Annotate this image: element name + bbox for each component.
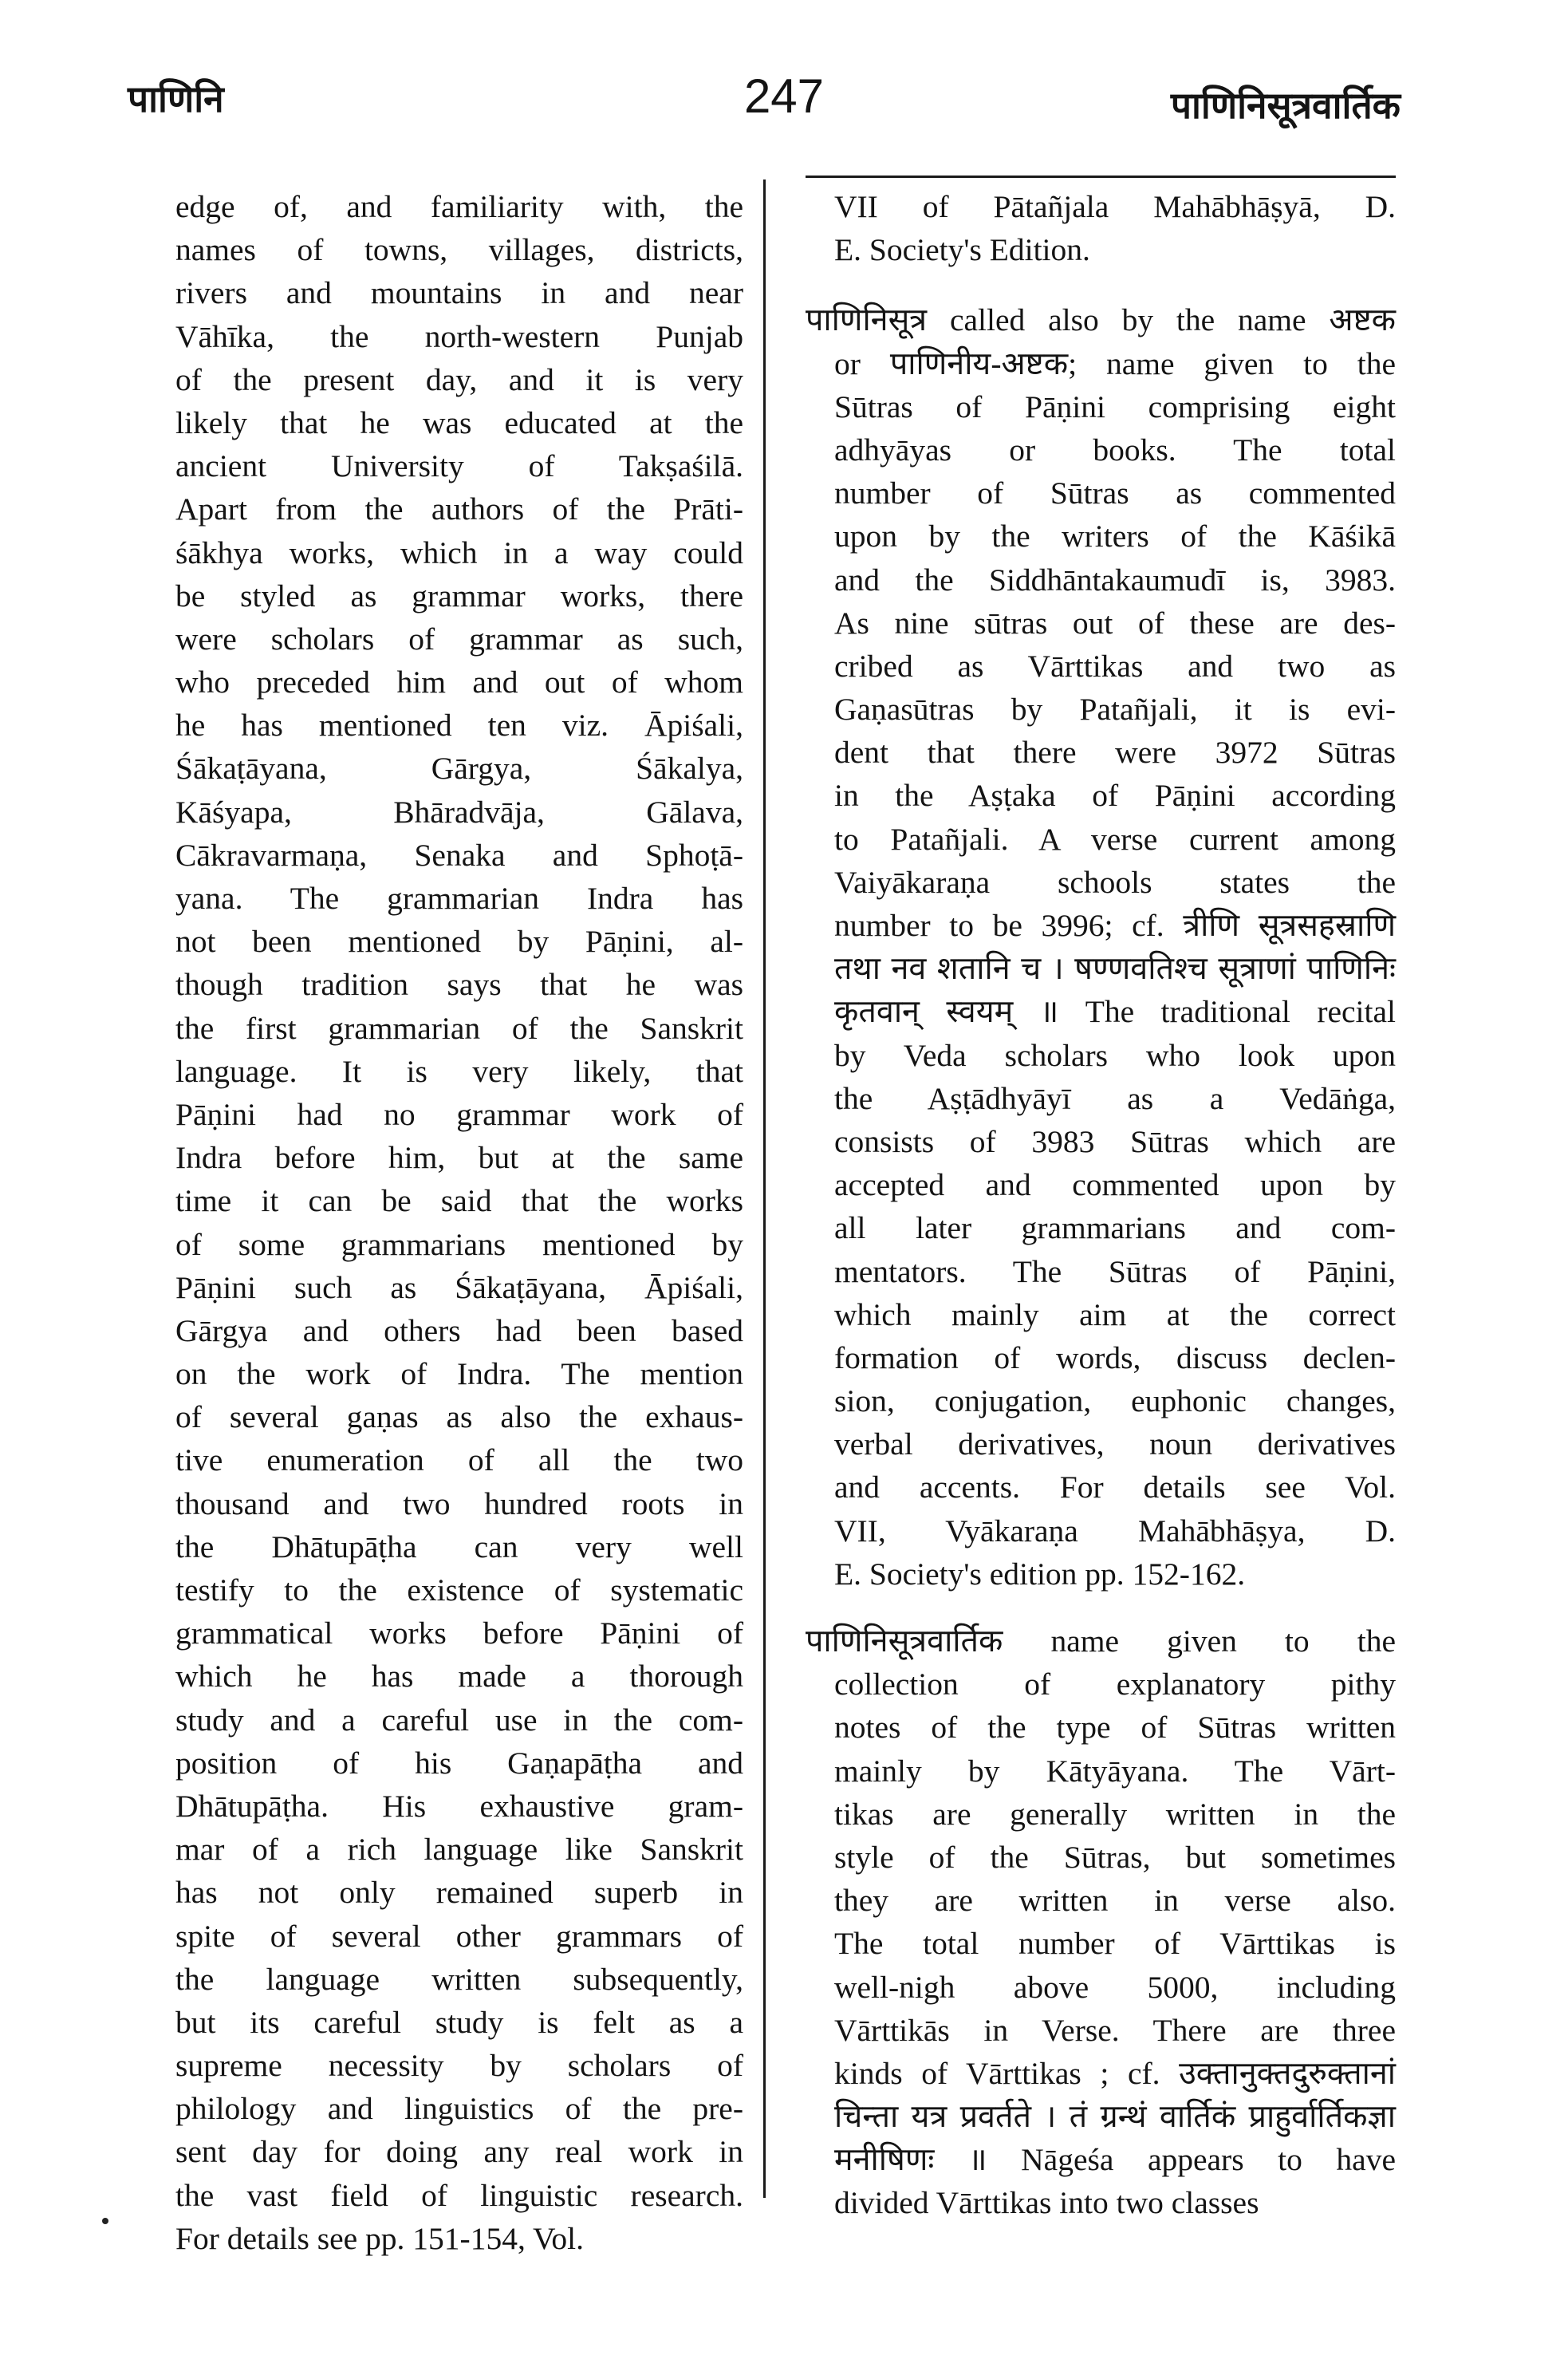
text-line: Cākravarmaṇa, Senaka and Sphoṭā- [175,837,743,873]
text-line: Sūtras of Pāṇini comprising eight [834,389,1396,424]
text-line: number to be 3996; cf. त्रीणि सूत्रसहस्राणि [834,908,1396,943]
text-line: As nine sūtras out of these are des- [834,605,1396,641]
text-line: Apart from the authors of the Prāti- [175,491,743,527]
entry-panini-sutra [806,298,1396,1596]
text-line: consists of 3983 Sūtras which are [834,1123,1396,1159]
text-line: mentators. The Sūtras of Pāṇini, [834,1253,1396,1289]
text-line: and accents. For details see Vol. [834,1469,1396,1505]
text-line: though tradition says that he was [175,967,743,1003]
left-column [175,185,743,2260]
continuation-text [806,185,1396,271]
text-line: but its careful study is felt as a [175,2004,743,2040]
text-line: well-nigh above 5000, including [834,1969,1396,2005]
text-line: the Dhātupāṭha can very well [175,1529,743,1564]
text-line: mar of a rich language like Sanskrit [175,1832,743,1868]
running-head-left: पाणिनि [128,77,224,120]
text-line: sent day for doing any real work in [175,2134,743,2170]
text-line: position of his Gaṇapāṭha and [175,1745,743,1781]
text-line: The total number of Vārttikas is [834,1926,1396,1962]
text-line: which he has made a thorough [175,1659,743,1694]
right-column [806,185,1396,2225]
text-line: testify to the existence of systematic [175,1572,743,1608]
text-line: in the Aṣṭaka of Pāṇini according [834,778,1396,814]
text-line: E. Society's Edition. [834,232,1090,268]
text-line: notes of the type of Sūtras written [834,1710,1396,1746]
text-line: Indra before him, but at the same [175,1140,743,1176]
text-line: चिन्ता यत्र प्रवर्तते । तं ग्रन्थं वार्तिकं प्राहुर्वार्तिकज्ञा [834,2099,1396,2135]
text-line: VII, Vyākaraṇa Mahābhāṣya, D. [834,1513,1396,1548]
text-line: E. Society's edition pp. 152-162. [834,1556,1246,1592]
text-line: yana. The grammarian Indra has [175,881,743,916]
text-line: sion, conjugation, euphonic changes, [834,1383,1396,1419]
text-line: supreme necessity by scholars of [175,2048,743,2084]
text-line: कृतवान् स्वयम् ॥ The traditional recital [834,994,1396,1030]
text-line: has not only remained superb in [175,1875,743,1911]
text-line: and the Siddhāntakaumudī is, 3983. [834,562,1396,598]
text-line: Pāṇini such as Śākaṭāyana, Āpiśali, [175,1269,743,1305]
page-header [0,0,1568,136]
text-line: Kāśyapa, Bhāradvāja, Gālava, [175,794,743,830]
text-line: on the work of Indra. The mention [175,1356,743,1392]
text-line: grammatical works before Pāṇini of [175,1615,743,1651]
text-line: mainly by Kātyāyana. The Vārt- [834,1753,1396,1789]
text-line: number of Sūtras as commented [834,475,1396,511]
text-line: adhyāyas or books. The total [834,432,1396,467]
entry-panini-sutra-varttika [806,1619,1396,2225]
text-line: tive enumeration of all the two [175,1442,743,1478]
text-line: philology and linguistics of the pre- [175,2091,743,2127]
text-line: Vāhīka, the north-western Punjab [175,318,743,354]
text-line: For details see pp. 151-154, Vol. [175,2220,585,2256]
text-line: not been mentioned by Pāṇini, al- [175,924,743,960]
text-line: the Aṣṭādhyāyī as a Vedāṅga, [834,1080,1396,1116]
text-line: thousand and two hundred roots in [175,1485,743,1521]
text-line: Śākaṭāyana, Gārgya, Śākalya, [175,751,743,787]
text-line: verbal derivatives, noun derivatives [834,1426,1396,1462]
text-line: Dhātupāṭha. His exhaustive gram- [175,1788,743,1824]
text-line: of several gaṇas as also the exhaus- [175,1399,743,1435]
text-line: accepted and commented upon by [834,1167,1396,1203]
text-line: names of towns, villages, districts, [175,232,743,268]
text-line: likely that he was educated at the [175,404,743,440]
text-line: Vaiyākaraṇa schools states the [834,864,1396,900]
text-line: divided Vārttikas into two classes [834,2185,1259,2221]
text-line: who preceded him and out of whom [175,665,743,700]
top-rule [806,176,1396,178]
text-line: of some grammarians mentioned by [175,1226,743,1262]
text-line: all later grammarians and com- [834,1210,1396,1246]
margin-dot [102,2218,108,2224]
text-line: were scholars of grammar as such, [175,621,743,657]
text-line: formation of words, discuss declen- [834,1339,1396,1375]
text-line: kinds of Vārttikas ; cf. उक्तानुक्तदुरुक्तानां [834,2055,1396,2091]
text-line: collection of explanatory pithy [834,1667,1396,1702]
text-line: cribed as Vārttikas and two as [834,648,1396,684]
text-line: the language written subsequently, [175,1961,743,1997]
text-line: śākhya works, which in a way could [175,535,743,570]
text-line: tikas are generally written in the [834,1796,1396,1832]
text-line: he has mentioned ten viz. Āpiśali, [175,708,743,744]
text-line: Vārttikās in Verse. There are three [834,2012,1396,2048]
running-head-right: पाणिनिसूत्रवार्तिक [1170,84,1401,127]
text-line: upon by the writers of the Kāśikā [834,519,1396,554]
text-line: पाणिनिसूत्र called also by the name अष्टक [806,302,1396,338]
column-divider [763,179,766,2198]
text-line: the first grammarian of the Sanskrit [175,1010,743,1046]
text-line: which mainly aim at the correct [834,1296,1396,1332]
text-line: they are written in verse also. [834,1883,1396,1919]
text-line: तथा नव शतानि च । षण्णवतिश्च सूत्राणां पाणिनिः [834,951,1396,987]
text-line: the vast field of linguistic research. [175,2177,743,2213]
text-line: rivers and mountains in and near [175,275,743,311]
text-line: of the present day, and it is very [175,361,743,397]
text-line: Pāṇini had no grammar work of [175,1096,743,1132]
text-line: style of the Sūtras, but sometimes [834,1839,1396,1875]
text-line: by Veda scholars who look upon [834,1037,1396,1073]
text-line: language. It is very likely, that [175,1053,743,1089]
text-line: spite of several other grammars of [175,1918,743,1954]
text-line: dent that there were 3972 Sūtras [834,735,1396,771]
text-line: VII of Pātañjala Mahābhāṣyā, D. [834,189,1396,224]
text-line: मनीषिणः ॥ Nāgeśa appears to have [834,2142,1396,2178]
text-line: Gārgya and others had been based [175,1312,743,1348]
text-line: study and a careful use in the com- [175,1702,743,1738]
text-line: or पाणिनीय-अष्टक; name given to the [834,345,1396,381]
page-number: 247 [743,69,825,123]
text-line: edge of, and familiarity with, the [175,189,743,224]
text-line: Gaṇasūtras by Patañjali, it is evi- [834,692,1396,728]
text-line: पाणिनिसूत्रवार्तिक name given to the [806,1623,1396,1659]
text-line: be styled as grammar works, there [175,578,743,613]
text-line: ancient University of Takṣaśilā. [175,448,743,484]
text-line: to Patañjali. A verse current among [834,821,1396,857]
text-line: time it can be said that the works [175,1183,743,1219]
